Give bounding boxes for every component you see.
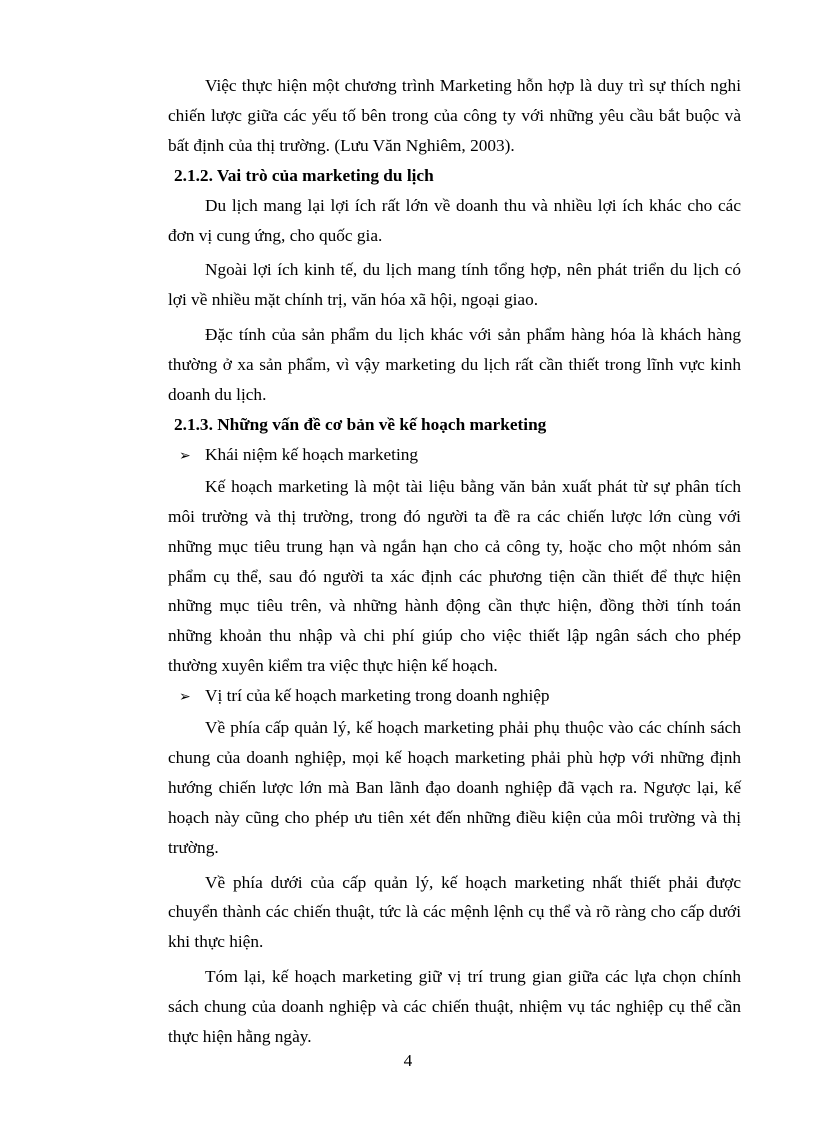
- paragraph: Tóm lại, kế hoạch marketing giữ vị trí trung gian giữa các lựa chọn chính sách chung của doanh nghiệp và các chiến thuật, nhiệm vụ tác nghiệp cụ thể cần thực hiện hằng ngày.: [168, 967, 741, 1047]
- paragraph: Về phía dưới của cấp quản lý, kế hoạch marketing nhất thiết phải được chuyển thành các chiến thuật, tức là các mệnh lệnh cụ thể và rõ ràng cho cấp dưới khi thực hiện.: [168, 872, 741, 952]
- section-heading-2-1-3: 2.1.3. Những vấn đề cơ bản về kế hoạch marketing: [174, 414, 547, 434]
- paragraph: Ngoài lợi ích kinh tế, du lịch mang tính tổng hợp, nên phát triển du lịch có lợi về nhiều mặt chính trị, văn hóa xã hội, ngoại giao.: [168, 260, 741, 310]
- section-heading-2-1-2: 2.1.2. Vai trò của marketing du lịch: [174, 165, 434, 185]
- paragraph: Đặc tính của sản phẩm du lịch khác với sản phẩm hàng hóa là khách hàng thường ở xa sản phẩm, vì vậy marketing du lịch rất cần thiết trong lĩnh vực kinh doanh du lịch.: [168, 325, 741, 405]
- bullet-item-position: [168, 681, 741, 713]
- bullet-label: Vị trí của kế hoạch marketing trong doanh nghiệp: [205, 686, 550, 706]
- page-number: 4: [403, 1051, 413, 1070]
- arrow-bullet-icon: ➢: [179, 689, 191, 706]
- intro-paragraph: Việc thực hiện một chương trình Marketing hỗn hợp là duy trì sự thích nghi chiến lược giữa các yếu tố bên trong của công ty với những yêu cầu bắt buộc và bất định của thị trường. (Lưu Văn Nghiêm, 2003).: [168, 76, 741, 155]
- paragraph: Kế hoạch marketing là một tài liệu bằng văn bản xuất phát từ sự phân tích môi trường và thị trường, trong đó người ta đề ra các chiến lược lớn cùng với những mục tiêu trung hạn và ngắn hạn cho cả công ty, hoặc cho một nhóm sản phẩm cụ thể, sau đó người ta xác định các phương tiện cần thiết để thực hiện những mục tiêu trên, và những hành động cần thực hiện, đồng thời tính toán những khoản thu nhập và chi phí giúp cho việc thiết lập ngân sách cho phép thường xuyên kiểm tra việc thực hiện kế hoạch.: [168, 476, 741, 676]
- paragraph: Du lịch mang lại lợi ích rất lớn về doanh thu và nhiều lợi ích khác cho các đơn vị cung ứng, cho quốc gia.: [168, 195, 741, 245]
- arrow-bullet-icon: ➢: [179, 447, 191, 464]
- bullet-item-concept: [168, 440, 741, 472]
- page-content: [168, 71, 741, 1052]
- bullet-label: Khái niệm kế hoạch marketing: [205, 444, 419, 464]
- paragraph: Về phía cấp quản lý, kế hoạch marketing phải phụ thuộc vào các chính sách chung của doanh nghiệp, mọi kế hoạch marketing phải phù hợp với những định hướng chiến lược lớn mà Ban lãnh đạo doanh nghiệp đã vạch ra. Ngược lại, kế hoạch này cũng cho phép ưu tiên xét đến những điều kiện của môi trường và thị trường.: [168, 718, 741, 857]
